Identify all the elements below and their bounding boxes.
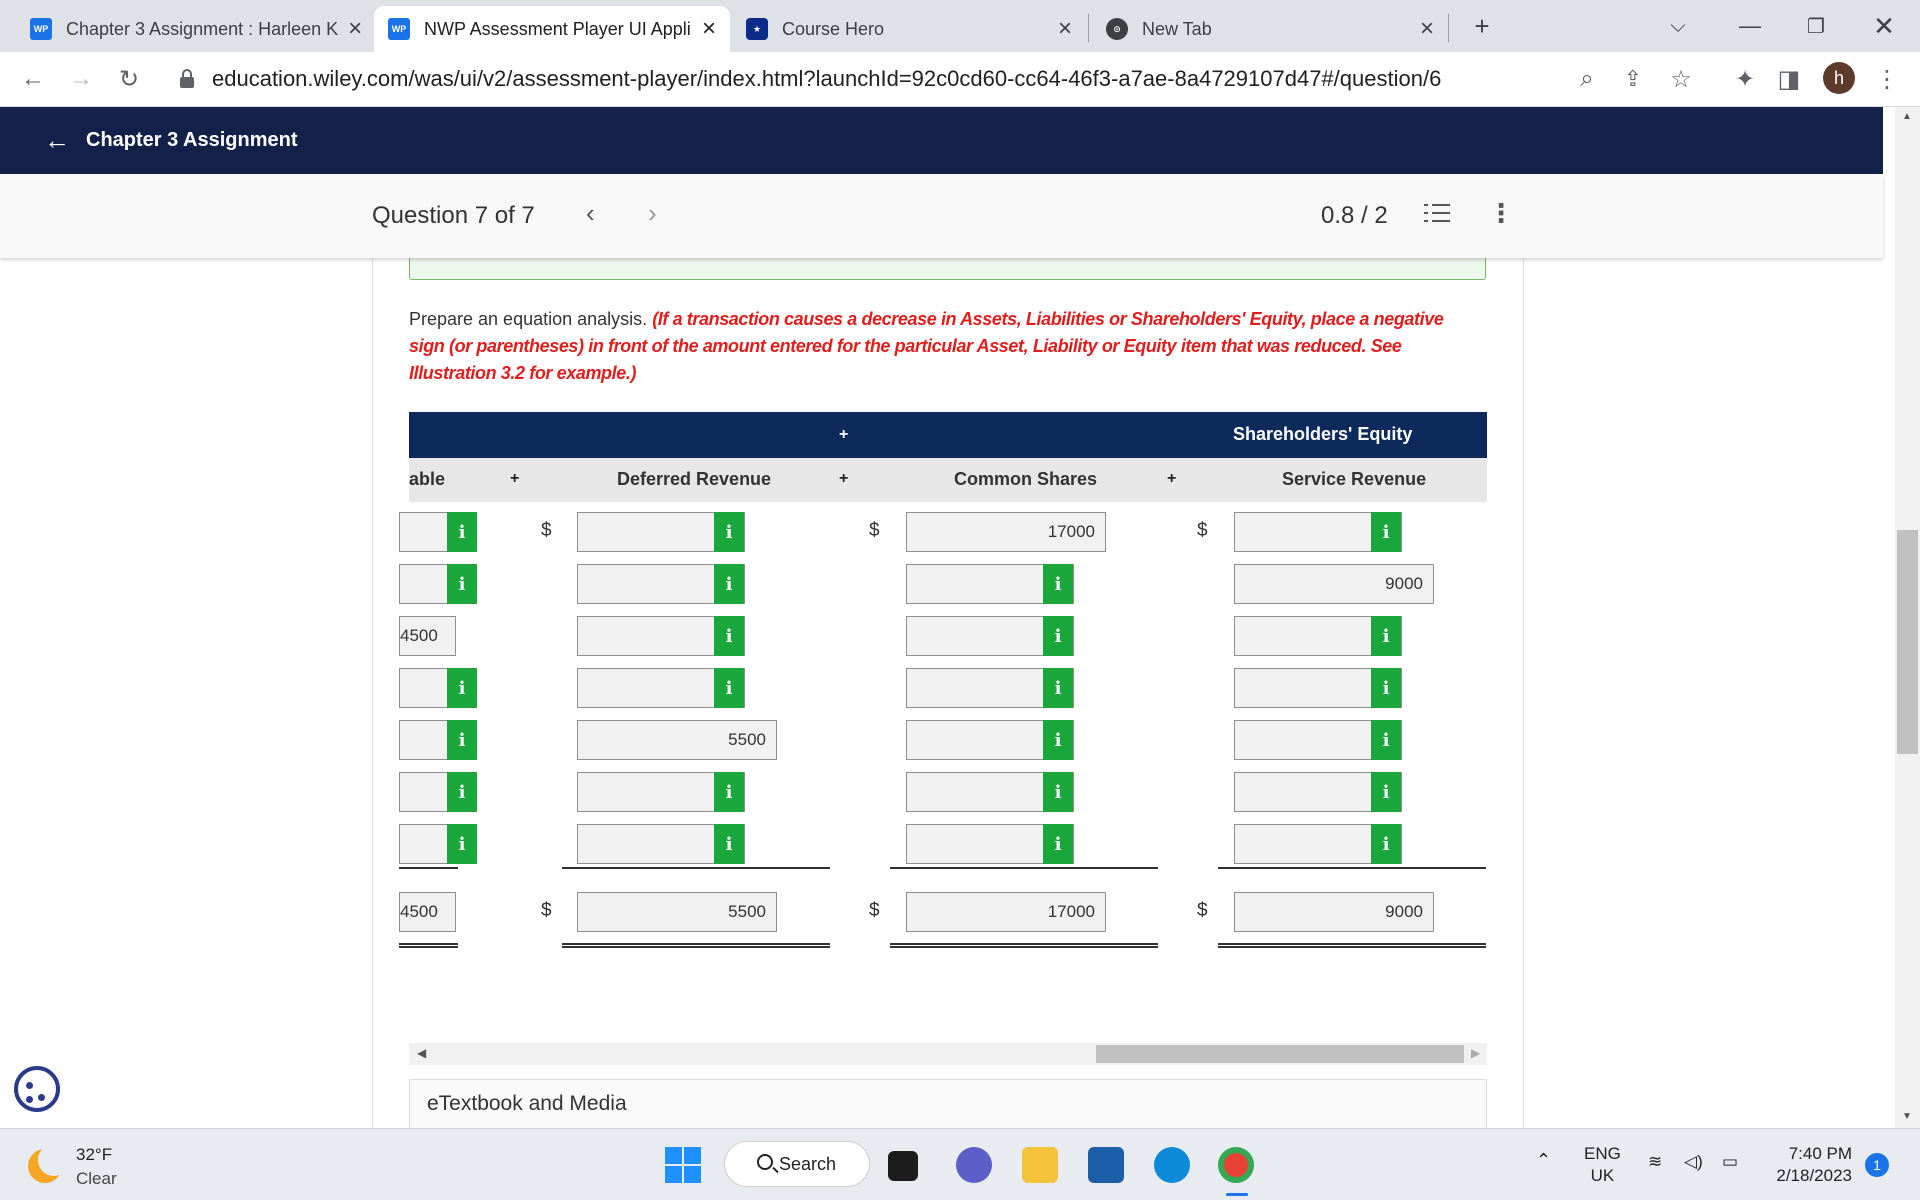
info-icon[interactable]: i bbox=[714, 564, 744, 604]
wileyplus-favicon-icon: WP bbox=[388, 18, 410, 40]
info-icon[interactable]: i bbox=[1043, 564, 1073, 604]
total-double-rule bbox=[1218, 943, 1486, 948]
total-rule bbox=[890, 867, 1158, 869]
extensions-puzzle-icon[interactable]: ✦ bbox=[1734, 65, 1756, 93]
cookie-settings-icon[interactable] bbox=[14, 1066, 60, 1112]
weather-temperature: 32°F bbox=[76, 1145, 113, 1164]
info-icon[interactable]: i bbox=[714, 772, 744, 812]
plus-sign: + bbox=[839, 470, 849, 487]
info-icon[interactable]: i bbox=[447, 668, 477, 708]
info-icon[interactable]: i bbox=[1043, 668, 1073, 708]
bookmark-star-icon[interactable]: ☆ bbox=[1670, 65, 1692, 93]
info-icon[interactable]: i bbox=[1043, 772, 1073, 812]
tab-title: NWP Assessment Player UI Appli bbox=[424, 18, 691, 39]
info-icon[interactable]: i bbox=[447, 824, 477, 864]
scroll-thumb[interactable] bbox=[1096, 1045, 1464, 1063]
info-icon[interactable]: i bbox=[447, 720, 477, 760]
wifi-icon[interactable]: ≋ bbox=[1648, 1152, 1663, 1171]
tab-nwp-assessment-player[interactable] bbox=[374, 6, 730, 52]
scroll-left-arrow-icon[interactable]: ◀ bbox=[417, 1046, 427, 1060]
shareholders-equity-header: Shareholders' Equity bbox=[1233, 424, 1413, 444]
column-header-receivable-partial: able bbox=[409, 469, 446, 489]
battery-icon[interactable]: ▭ bbox=[1722, 1152, 1739, 1171]
tab-course-hero[interactable] bbox=[732, 6, 1086, 52]
question-instructions bbox=[409, 306, 1479, 387]
currency-symbol: $ bbox=[1197, 520, 1208, 541]
info-icon[interactable]: i bbox=[447, 564, 477, 604]
column-header-service-revenue: Service Revenue bbox=[1282, 469, 1427, 489]
info-icon[interactable]: i bbox=[714, 824, 744, 864]
input-language-indicator[interactable] bbox=[1584, 1143, 1621, 1187]
close-icon[interactable]: × bbox=[701, 15, 716, 42]
speaker-icon[interactable]: ◁) bbox=[1684, 1152, 1703, 1171]
taskbar-search-label: Search bbox=[779, 1153, 837, 1174]
clock-date: 2/18/2023 bbox=[1776, 1166, 1852, 1185]
browser-tab-strip bbox=[0, 0, 1920, 52]
etextbook-and-media-section[interactable] bbox=[409, 1079, 1487, 1129]
info-icon[interactable]: i bbox=[447, 512, 477, 552]
service-total-input[interactable]: 9000 bbox=[1234, 892, 1434, 932]
currency-symbol: $ bbox=[1197, 900, 1208, 921]
tab-separator bbox=[1088, 14, 1089, 42]
feedback-box bbox=[409, 258, 1486, 280]
forward-arrow-icon[interactable]: → bbox=[69, 65, 93, 92]
wileyplus-favicon-icon: WP bbox=[30, 18, 52, 40]
service-input[interactable]: 9000 bbox=[1234, 564, 1434, 604]
tab-title: Chapter 3 Assignment : Harleen K bbox=[66, 18, 339, 39]
assignment-header bbox=[0, 107, 1883, 174]
info-icon[interactable]: i bbox=[1371, 616, 1401, 656]
common-input[interactable]: 17000 bbox=[906, 512, 1106, 552]
tab-chapter-3-assignment[interactable] bbox=[16, 6, 372, 52]
chrome-new-tab-icon: ⊙ bbox=[1106, 18, 1128, 40]
minimize-icon[interactable]: — bbox=[1739, 13, 1761, 38]
info-icon[interactable]: i bbox=[1043, 720, 1073, 760]
taskbar-search[interactable] bbox=[724, 1141, 870, 1187]
tab-title: New Tab bbox=[1142, 18, 1212, 39]
course-hero-favicon-icon: ★ bbox=[746, 18, 768, 40]
info-icon[interactable]: i bbox=[1371, 668, 1401, 708]
address-bar[interactable]: education.wiley.com/was/ui/v2/assessment-player/index.html?launchId=92c0cd60-cc64-46f3-a7ae-8a4729107d47#/question/6 bbox=[212, 66, 1442, 91]
tab-separator bbox=[1448, 14, 1449, 42]
weather-condition: Clear bbox=[76, 1169, 117, 1188]
column-header-common-shares: Common Shares bbox=[954, 469, 1098, 489]
lock-icon[interactable] bbox=[180, 69, 194, 89]
plus-sign: + bbox=[510, 470, 520, 487]
info-icon[interactable]: i bbox=[714, 668, 744, 708]
side-panel-icon[interactable]: ◨ bbox=[1777, 65, 1801, 93]
file-explorer-icon[interactable] bbox=[1022, 1147, 1058, 1183]
language-code: ENG bbox=[1584, 1144, 1621, 1163]
chrome-browser-icon[interactable] bbox=[1218, 1147, 1254, 1183]
windows-start-icon[interactable] bbox=[665, 1147, 701, 1183]
system-clock[interactable] bbox=[1762, 1143, 1852, 1187]
windows-taskbar bbox=[0, 1128, 1920, 1200]
total-double-rule bbox=[399, 943, 458, 948]
info-icon[interactable]: i bbox=[447, 772, 477, 812]
restore-icon[interactable]: ❐ bbox=[1807, 15, 1825, 38]
question-list-icon[interactable] bbox=[1424, 204, 1450, 226]
back-arrow-icon[interactable]: ← bbox=[21, 65, 45, 92]
show-hidden-icons-chevron-icon[interactable]: ⌃ bbox=[1536, 1150, 1552, 1170]
window-close-icon[interactable]: ✕ bbox=[1873, 10, 1895, 41]
info-icon[interactable]: i bbox=[1371, 512, 1401, 552]
zoom-icon[interactable]: ⌕ bbox=[1580, 65, 1594, 92]
keyboard-layout-code: UK bbox=[1590, 1166, 1615, 1185]
previous-question-chevron-icon[interactable]: ‹ bbox=[586, 198, 595, 228]
profile-avatar[interactable]: h bbox=[1823, 62, 1855, 94]
instruction-text: Prepare an equation analysis. bbox=[409, 309, 648, 329]
question-counter: Question 7 of 7 bbox=[372, 202, 535, 229]
more-options-kebab-icon[interactable]: ⋮ bbox=[1488, 198, 1514, 228]
clock-time: 7:40 PM bbox=[1788, 1144, 1852, 1163]
table-column-header bbox=[409, 458, 1487, 502]
table-horizontal-scrollbar[interactable] bbox=[409, 1043, 1487, 1065]
column-header-deferred-revenue: Deferred Revenue bbox=[617, 469, 772, 489]
total-rule bbox=[1218, 867, 1486, 869]
info-icon[interactable]: i bbox=[714, 616, 744, 656]
deferred-input[interactable]: 5500 bbox=[577, 720, 777, 760]
notification-badge[interactable]: 1 bbox=[1865, 1153, 1889, 1177]
edge-browser-icon[interactable] bbox=[1154, 1147, 1190, 1183]
tab-title: Course Hero bbox=[782, 18, 885, 39]
teams-chat-icon[interactable] bbox=[956, 1147, 992, 1183]
partial-total-input[interactable]: 4500 bbox=[399, 892, 456, 932]
group-plus-sign: + bbox=[839, 426, 849, 443]
total-double-rule bbox=[562, 943, 830, 948]
search-icon bbox=[757, 1154, 773, 1170]
currency-symbol: $ bbox=[869, 900, 880, 921]
tab-new-tab[interactable] bbox=[1092, 6, 1448, 52]
question-navigation-bar bbox=[0, 174, 1883, 258]
close-icon[interactable]: × bbox=[348, 15, 363, 42]
currency-symbol: $ bbox=[541, 900, 552, 921]
info-icon[interactable]: i bbox=[1371, 720, 1401, 760]
common-total-input[interactable]: 17000 bbox=[906, 892, 1106, 932]
info-icon[interactable]: i bbox=[714, 512, 744, 552]
moon-icon bbox=[28, 1149, 62, 1183]
scroll-up-arrow-icon[interactable]: ▲ bbox=[1902, 111, 1912, 122]
etextbook-label: eTextbook and Media bbox=[427, 1092, 627, 1115]
task-view-icon[interactable] bbox=[888, 1151, 918, 1181]
info-icon[interactable]: i bbox=[1043, 824, 1073, 864]
plus-sign: + bbox=[1167, 470, 1177, 487]
deferred-total-input[interactable]: 5500 bbox=[577, 892, 777, 932]
total-rule bbox=[562, 867, 830, 869]
new-tab-plus-icon[interactable]: + bbox=[1474, 10, 1490, 41]
score-display: 0.8 / 2 bbox=[1321, 202, 1388, 229]
active-app-indicator bbox=[1226, 1193, 1248, 1196]
equation-analysis-table bbox=[400, 412, 1487, 1052]
info-icon[interactable]: i bbox=[1371, 824, 1401, 864]
currency-symbol: $ bbox=[869, 520, 880, 541]
back-arrow-icon[interactable]: ← bbox=[44, 125, 70, 155]
info-icon[interactable]: i bbox=[1043, 616, 1073, 656]
total-double-rule bbox=[890, 943, 1158, 948]
tab-search-chevron-icon[interactable]: ⌵ bbox=[1670, 14, 1686, 37]
share-icon[interactable]: ⇪ bbox=[1623, 66, 1643, 91]
page-vertical-scrollbar[interactable] bbox=[1895, 107, 1920, 1128]
currency-symbol: $ bbox=[541, 520, 552, 541]
microsoft-store-icon[interactable] bbox=[1088, 1147, 1124, 1183]
partial-input[interactable]: 4500 bbox=[399, 616, 456, 656]
browser-menu-kebab-icon[interactable]: ⋮ bbox=[1875, 65, 1899, 93]
scroll-thumb[interactable] bbox=[1897, 530, 1918, 754]
table-group-header bbox=[409, 412, 1487, 458]
scroll-right-arrow-icon[interactable]: ▶ bbox=[1471, 1046, 1481, 1060]
reload-icon[interactable]: ↻ bbox=[118, 65, 140, 93]
browser-toolbar bbox=[0, 52, 1920, 107]
info-icon[interactable]: i bbox=[1371, 772, 1401, 812]
scroll-down-arrow-icon[interactable]: ▼ bbox=[1902, 1111, 1912, 1122]
next-question-chevron-icon[interactable]: › bbox=[648, 198, 657, 228]
instruction-warning-text: (If a transaction causes a decrease in Assets, Liabilities or Shareholders' Equity, place a negative sign (or parentheses) in front of the amount entered for the particular Asset, Liability or Equity item that was reduced. See Illustration 3.2 for example.) bbox=[409, 309, 1444, 383]
assignment-title[interactable]: Chapter 3 Assignment bbox=[86, 129, 298, 151]
close-icon[interactable]: × bbox=[1057, 15, 1072, 42]
close-icon[interactable]: × bbox=[1419, 15, 1434, 42]
total-rule bbox=[399, 867, 458, 869]
